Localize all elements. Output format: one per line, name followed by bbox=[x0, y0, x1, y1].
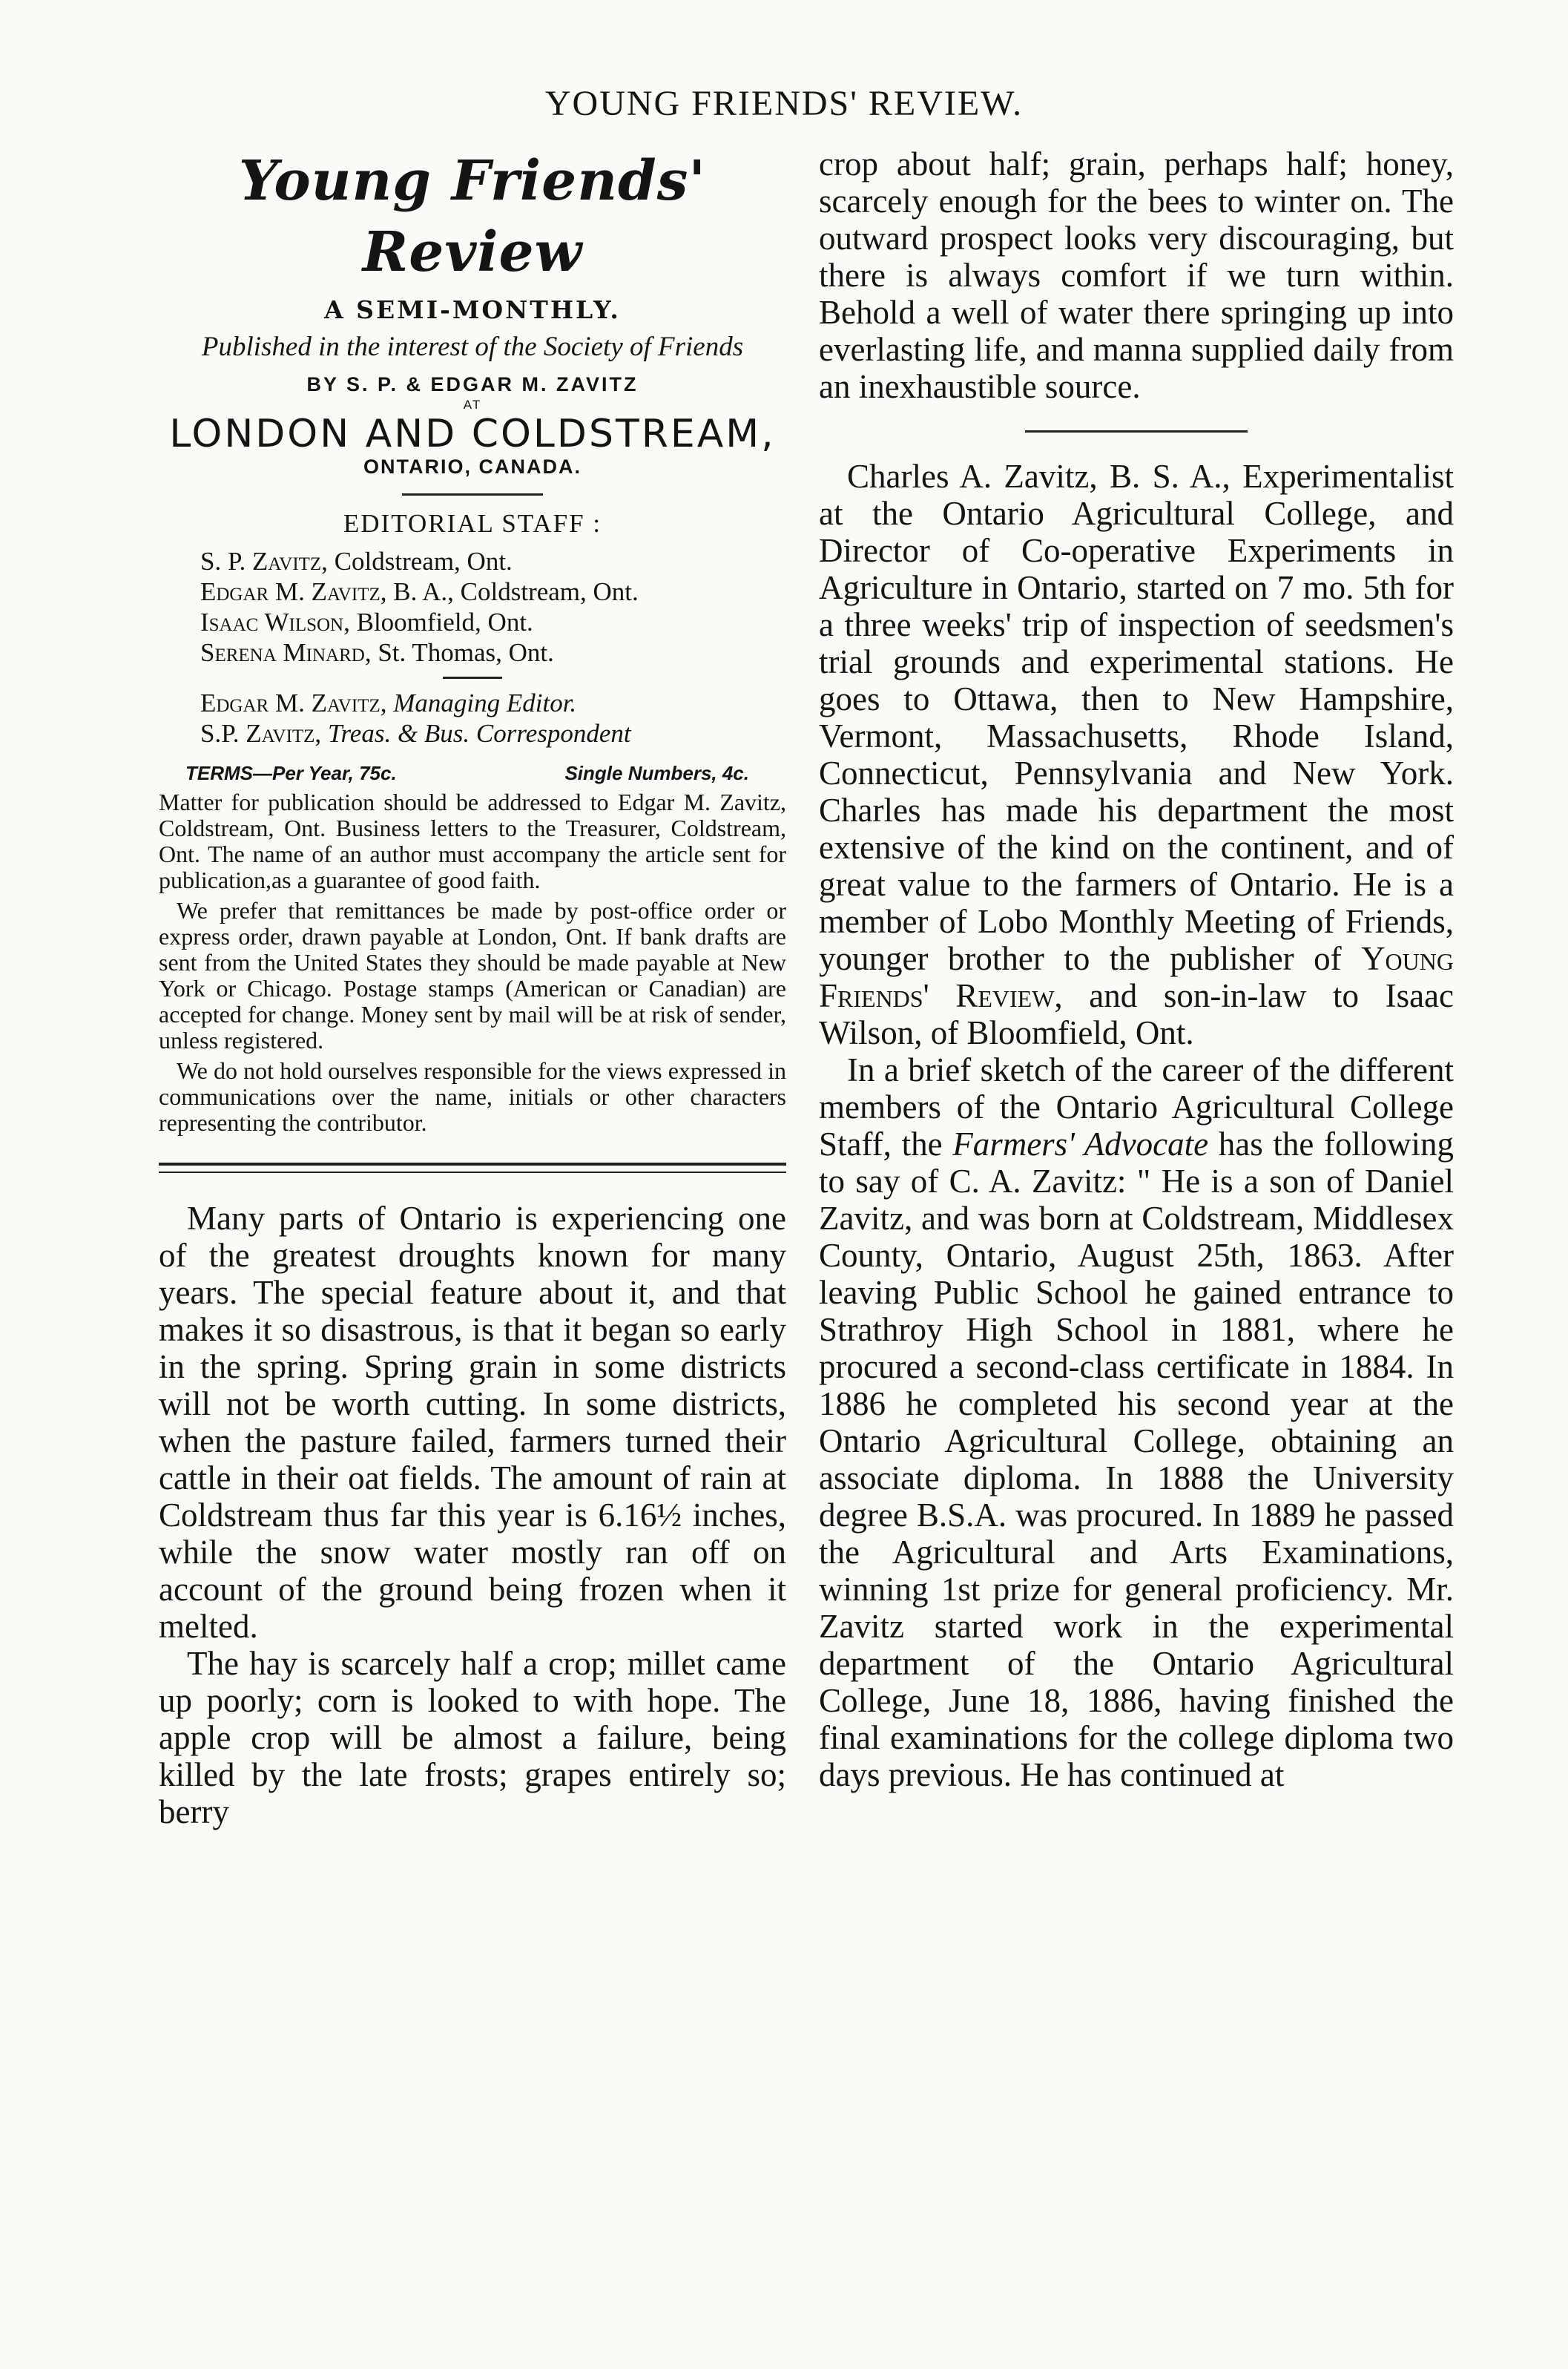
masthead-province: ONTARIO, CANADA. bbox=[363, 456, 582, 478]
staff-place: Bloomfield, Ont. bbox=[356, 608, 533, 637]
divider bbox=[1025, 430, 1248, 433]
masthead-subtitle: A SEMI-MONTHLY. bbox=[324, 295, 621, 324]
article-continuation: crop about half; grain, perhaps half; honey, scarcely enough for the bees to winter on. The outward prospect looks very discouraging, but there is always comfort if we turn within. Behold a well of water there springing up into everlasting life, and manna supplied daily from an inexhaustible source. bbox=[819, 145, 1454, 405]
article-text: In a brief sketch of the career of the different members of the Ontario Agricultural College Staff, the bbox=[819, 1051, 1454, 1163]
staff-member bbox=[200, 576, 786, 607]
managing-editor-name: Edgar M. Zavitz, bbox=[200, 689, 387, 717]
terms-single: Single Numbers, 4c. bbox=[564, 762, 749, 784]
treasurer-name: S.P. Zavitz, bbox=[200, 719, 322, 748]
staff-name: Isaac Wilson, bbox=[200, 608, 350, 637]
staff-heading: EDITORIAL STAFF : bbox=[343, 509, 602, 538]
staff-place: Coldstream, Ont. bbox=[334, 547, 513, 576]
terms-line bbox=[159, 762, 786, 785]
masthead-byline: BY S. P. & EDGAR M. ZAVITZ bbox=[306, 373, 639, 395]
staff-name: Edgar M. Zavitz, B. A., bbox=[200, 577, 454, 606]
staff-list bbox=[159, 546, 786, 668]
staff-place: Coldstream, Ont. bbox=[460, 577, 639, 606]
managers bbox=[159, 688, 786, 749]
divider bbox=[443, 677, 502, 679]
left-column bbox=[159, 145, 786, 1830]
staff-member bbox=[200, 546, 786, 576]
article-text: Charles A. Zavitz, B. S. A., Experimentalist at the Ontario Agricultural College, and Director of Co-operative Experiments in Agriculture in Ontario, started on 7 mo. 5th for a three weeks' trip of inspection of seedsmen's trial grounds and experimental stations. He goes to Ottawa, then to New Hampshire, Vermont, Massachusetts, Rhode Island, Connecticut, Pennsylvania and New York. Charles has made his department the most extensive of the kind on the continent, and of great value to the farmers of Ontario. He is a member of Lobo Monthly Meeting of Friends, younger brother to the publisher of bbox=[819, 458, 1454, 977]
terms-per-year: TERMS—Per Year, 75c. bbox=[185, 762, 397, 784]
running-head: YOUNG FRIENDS' REVIEW. bbox=[544, 84, 1024, 123]
staff-name: Serena Minard, bbox=[200, 638, 372, 667]
managing-editor bbox=[200, 688, 786, 718]
article-paragraph bbox=[819, 1051, 1454, 1793]
treasurer-role: Treas. & Bus. Correspondent bbox=[327, 719, 631, 748]
divider bbox=[402, 493, 543, 496]
masthead-published: Published in the interest of the Society of Friends bbox=[201, 332, 744, 362]
masthead-location: LONDON AND COLDSTREAM, bbox=[169, 412, 776, 456]
article-text: and son-in-law to Isaac Wilson, of Bloomfield, Ont. bbox=[819, 977, 1454, 1051]
article-text: has the following to say of C. A. Zavitz: " He is a son of Daniel Zavitz, and was born at Coldstream, Middlesex County, Ontario, August 25th, 1863. After leaving Public School he gained entrance to Strathroy High School in 1881, where he procured a second-class certificate in 1884. In 1886 he completed his second year at the Ontario Agricultural College, obtaining an associate diploma. In 1888 the University degree B.S.A. was procured. In 1889 he passed the Agricultural and Arts Examinations, winning 1st prize for general proficiency. Mr. Zavitz started work in the experimental department of the Ontario Agricultural College, June 18, 1886, having finished the final examinations for the college diploma two days previous. He has continued at bbox=[819, 1126, 1454, 1793]
double-divider bbox=[159, 1163, 786, 1173]
managing-editor-role: Managing Editor. bbox=[393, 689, 577, 717]
publication-name: Farmers' Advocate bbox=[952, 1126, 1209, 1163]
publication-name: Young Friends' Review, bbox=[819, 940, 1454, 1014]
staff-member bbox=[200, 607, 786, 637]
treasurer bbox=[200, 718, 786, 749]
staff-member bbox=[200, 637, 786, 668]
staff-name: S. P. Zavitz, bbox=[200, 547, 328, 576]
article-paragraph: Many parts of Ontario is experiencing one of the greatest droughts known for many years. The special feature about it, and that makes it so disastrous, is that it began so early in the spring. Spring grain in some districts will not be worth cutting. In some districts, when the pasture failed, farmers turned their cattle in their oat fields. The amount of rain at Coldstream thus far this year is 6.16½ inches, while the snow water mostly ran off on account of the ground being frozen when it melted. bbox=[159, 1200, 786, 1645]
article-paragraph: The hay is scarcely half a crop; millet came up poorly; corn is looked to with hope. The apple crop will be almost a failure, being killed by the late frosts; grapes entirely so; berry bbox=[159, 1645, 786, 1830]
masthead-at: AT bbox=[463, 398, 482, 412]
article-paragraph bbox=[819, 458, 1454, 1051]
right-column bbox=[819, 145, 1454, 1793]
notice-paragraph: We do not hold ourselves responsible for the views expressed in communications over the name, initials or other characters representing the contributor. bbox=[159, 1057, 786, 1136]
staff-place: St. Thomas, Ont. bbox=[378, 638, 554, 667]
notice-paragraph: Matter for publication should be addressed to Edgar M. Zavitz, Coldstream, Ont. Business letters to the Treasurer, Coldstream, Ont. The name of an author must accompany the article sent for publication,as a guarantee of good faith. bbox=[159, 789, 786, 893]
masthead-title: Young Friends' Review bbox=[238, 149, 707, 284]
notice-paragraph: We prefer that remittances be made by post-office order or express order, drawn payable at London, Ont. If bank drafts are sent from the United States they should be made payable at New York or Chicago. Postage stamps (American or Canadian) are accepted for change. Money sent by mail will be at risk of sender, unless registered. bbox=[159, 897, 786, 1054]
